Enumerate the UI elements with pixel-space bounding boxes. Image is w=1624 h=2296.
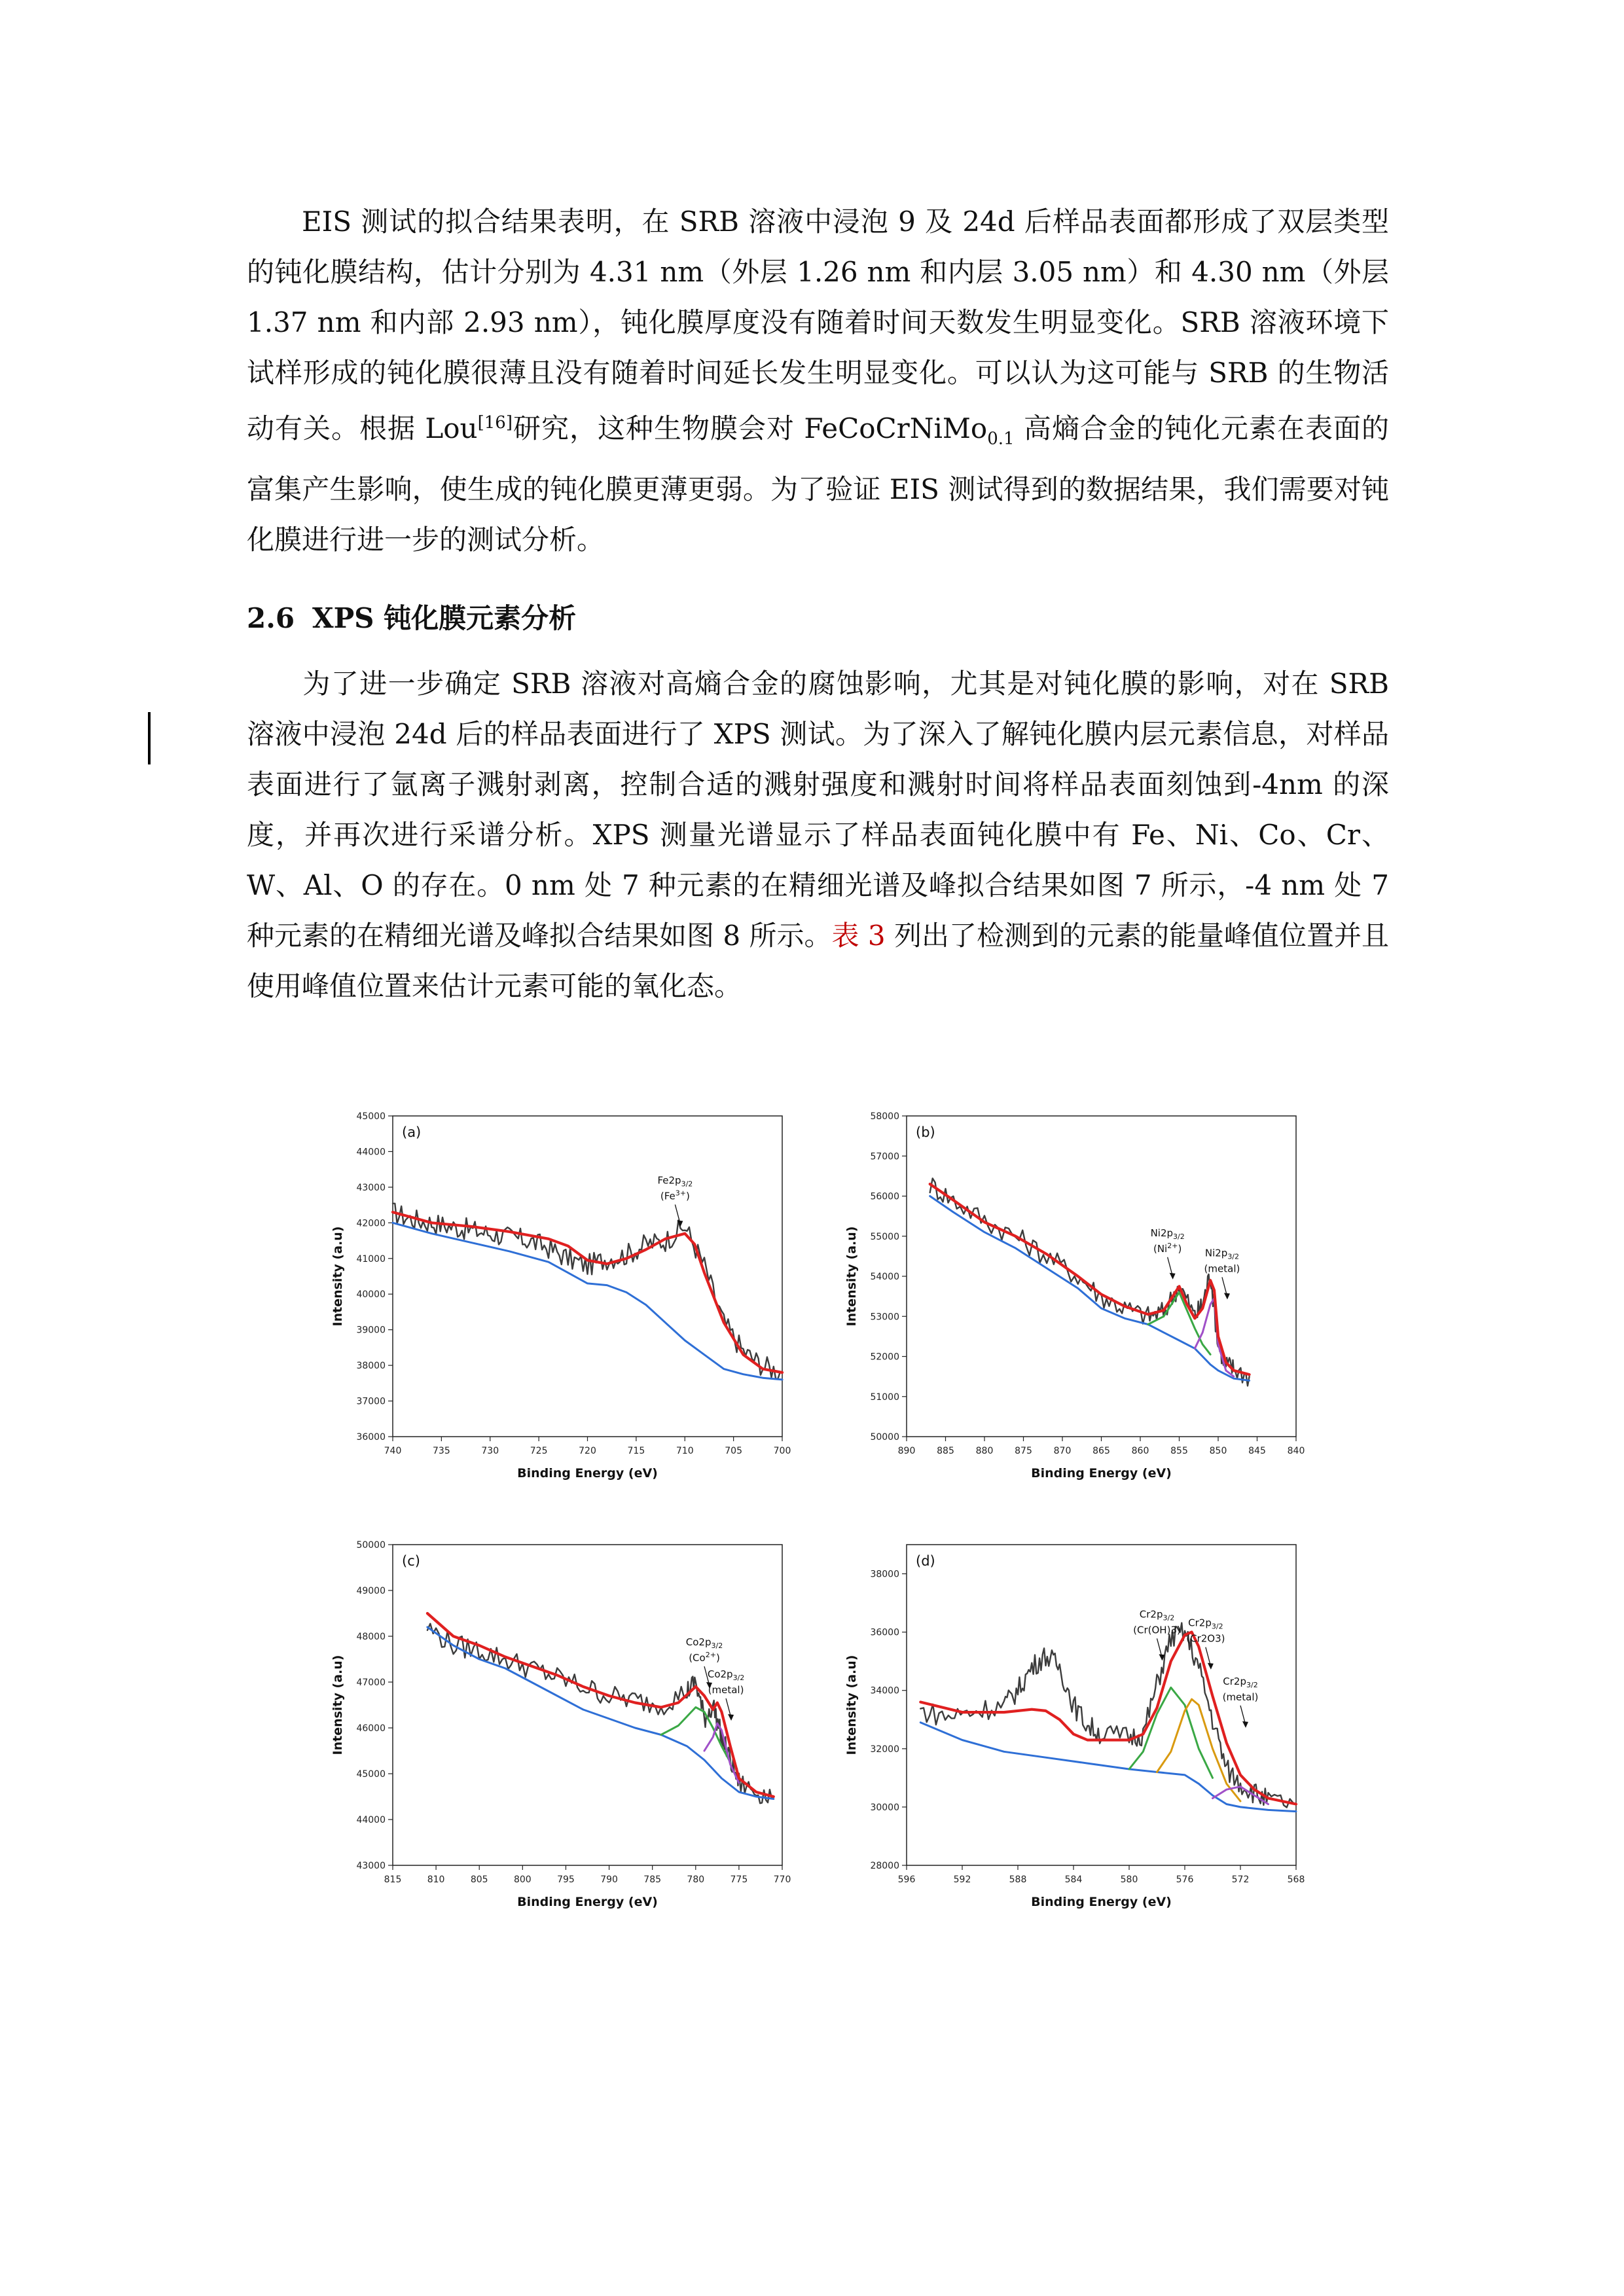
y-tick-label: 50000 [356,1540,386,1551]
y-tick-label: 43000 [356,1182,386,1193]
y-tick-label: 40000 [356,1289,386,1300]
annotation-species: (metal) [1222,1691,1259,1703]
x-tick-label: 810 [427,1874,445,1885]
y-tick-label: 58000 [870,1111,899,1122]
y-tick-label: 48000 [356,1632,386,1642]
y-tick-label: 56000 [870,1191,899,1202]
annotation-species: (Cr2O3) [1186,1632,1225,1645]
y-tick-label: 38000 [356,1361,386,1372]
x-tick-label: 568 [1287,1874,1305,1885]
x-tick-label: 880 [975,1446,994,1456]
x-tick-label: 705 [725,1446,742,1456]
y-tick-label: 30000 [870,1802,899,1813]
x-tick-label: 875 [1015,1446,1032,1456]
annotation-label: $Fe2p_{3/2}$ [657,1174,693,1189]
y-tick-label: 36000 [356,1432,386,1443]
y-tick-label: 55000 [870,1231,899,1242]
x-tick-label: 795 [557,1874,575,1885]
y-axis-label: Intensity (a.u) [331,1655,345,1755]
chart-panel-d [821,1532,1319,1918]
x-axis-label: Binding Energy (eV) [1031,1466,1172,1480]
y-tick-label: 44000 [356,1815,386,1825]
annotation-label: $Ni2p_{3/2}$ [1204,1247,1240,1261]
annotation-superscript: 2+ [1167,1241,1178,1250]
x-tick-label: 596 [897,1874,916,1885]
x-axis-label: Binding Energy (eV) [517,1466,658,1480]
annotation-label: $Cr2p_{3/2}$ [1223,1675,1258,1689]
chart-d-svg [821,1532,1319,1918]
annotation-subscript: 3/2 [1246,1680,1258,1689]
annotation-subscript: 3/2 [1173,1232,1185,1241]
annotation-superscript: 3+ [675,1189,686,1198]
annotation-label: $Cr2p_{3/2}$ [1139,1608,1175,1623]
plot-frame [393,1545,782,1865]
x-tick-label: 584 [1064,1874,1083,1885]
x-tick-label: 588 [1009,1874,1027,1885]
annotation-close: ) [715,1652,720,1664]
annotation-subscript: 3/2 [1211,1622,1223,1631]
x-tick-label: 865 [1092,1446,1110,1456]
x-tick-label: 730 [481,1446,499,1456]
paragraph-eis-results: EIS 测试的拟合结果表明，在 SRB 溶液中浸泡 9 及 24d 后样品表面都形成了双层类型的钝化膜结构，估计分别为 4.31 nm（外层 1.26 nm 和内层 3.05 nm）和 4.30 nm（外层 1.37 nm 和内部 2.93 nm），钝化膜厚度没有随着时间天数发生明显变化。SRB 溶液环境下试样形成的钝化膜很薄且没有随着时间延长发生明显变化。可以认为这可能与 SRB 的生物活动有关。根据 Lou[16]研究，这种生物膜会对 FeCoCrNiMo$_{0.1}$ 高熵合金的钝化元素在表面的富集产生影响，使生成的钝化膜更薄更弱。为了验证 EIS 测试得到的数据结果，我们需要对钝化膜进行进一步的测试分析。 [247,206,1389,556]
x-tick-label: 735 [433,1446,450,1456]
x-axis-label: Binding Energy (eV) [517,1895,658,1909]
panel-label: (b) [916,1124,935,1140]
x-tick-label: 790 [600,1874,618,1885]
y-tick-label: 57000 [870,1151,899,1162]
panel-label: (a) [402,1124,422,1140]
x-tick-label: 770 [773,1874,791,1885]
section-heading [247,597,576,636]
y-tick-label: 45000 [356,1111,386,1122]
panel-label: (d) [916,1553,935,1569]
y-tick-label: 32000 [870,1744,899,1755]
x-tick-label: 805 [470,1874,488,1885]
x-tick-label: 775 [730,1874,748,1885]
x-tick-label: 815 [384,1874,402,1885]
y-tick-label: 28000 [870,1861,899,1871]
x-tick-label: 700 [773,1446,791,1456]
chart-b-svg [821,1103,1319,1489]
x-tick-label: 870 [1053,1446,1072,1456]
section-title: XPS 钝化膜元素分析 [312,602,577,634]
y-axis-label: Intensity (a.u) [844,1655,859,1755]
annotation-subscript: 3/2 [732,1674,745,1682]
y-tick-label: 47000 [356,1677,386,1688]
annotation-subscript: 3/2 [681,1179,693,1189]
annotation-subscript: 3/2 [711,1641,723,1650]
x-tick-label: 850 [1209,1446,1227,1456]
table-3-link[interactable]: 表 3 [831,920,886,952]
y-tick-label: 45000 [356,1769,386,1780]
annotation-label: $Cr2p_{3/2}$ [1188,1617,1223,1631]
y-tick-label: 49000 [356,1586,386,1596]
plot-frame [907,1545,1296,1865]
x-tick-label: 845 [1248,1446,1266,1456]
annotation-species: $(Co^{2+})$ [689,1651,720,1664]
revision-change-bar [148,712,151,764]
y-tick-label: 38000 [870,1569,899,1580]
y-tick-label: 52000 [870,1352,899,1363]
citation-ref: [16] [477,413,513,433]
annotation-close: ) [686,1190,690,1202]
x-tick-label: 720 [579,1446,596,1456]
y-tick-label: 44000 [356,1147,386,1158]
annotation-close: ) [1178,1242,1182,1255]
y-axis-label: Intensity (a.u) [844,1226,859,1327]
annotation-species: $(Ni^{2+})$ [1153,1241,1182,1255]
subscript: 0.1 [987,429,1015,449]
panel-label: (c) [402,1553,420,1569]
y-tick-label: 37000 [356,1396,386,1407]
xps-figure [308,1103,1319,1931]
chart-panel-b [821,1103,1319,1489]
y-tick-label: 41000 [356,1253,386,1265]
annotation-subscript: 3/2 [1227,1252,1240,1261]
annotation-close: 2O3) [1200,1632,1225,1645]
annotation-label: $Co2p_{3/2}$ [707,1668,745,1682]
paragraph-xps-description: 为了进一步确定 SRB 溶液对高熵合金的腐蚀影响，尤其是对钝化膜的影响，对在 SRB 溶液中浸泡 24d 后的样品表面进行了 XPS 测试。为了深入了解钝化膜内层元素信息，对样品表面进行了氩离子溅射剥离，控制合适的溅射强度和溅射时间将样品表面刻蚀到-4nm 的深度，并再次进行采谱分析。XPS 测量光谱显示了样品表面钝化膜中有 Fe、Ni、Co、Cr、W、Al、O 的存在。0 nm 处 7 种元素的在精细光谱及峰拟合结果如图 7 所示，-4 nm 处 7 种元素的在精细光谱及峰拟合结果如图 8 所示。表 3 列出了检测到的元素的能量峰值位置并且使用峰值位置来估计元素可能的氧化态。 [247,668,1389,1002]
y-tick-label: 42000 [356,1218,386,1229]
x-tick-label: 885 [937,1446,954,1456]
y-tick-label: 50000 [870,1432,899,1443]
y-tick-label: 54000 [870,1272,899,1282]
annotation-species: (metal) [708,1684,744,1696]
x-tick-label: 725 [530,1446,548,1456]
x-tick-label: 572 [1231,1874,1250,1885]
y-tick-label: 34000 [870,1685,899,1696]
annotation-label: $Ni2p_{3/2}$ [1150,1227,1185,1241]
x-tick-label: 780 [687,1874,705,1885]
y-tick-label: 51000 [870,1391,899,1403]
chart-panel-c [308,1532,805,1918]
x-tick-label: 592 [953,1874,971,1885]
x-tick-label: 860 [1131,1446,1149,1456]
section-number: 2.6 [247,602,295,634]
x-tick-label: 890 [897,1446,916,1456]
y-tick-label: 39000 [356,1325,386,1336]
annotation-species: (metal) [1204,1263,1240,1275]
x-tick-label: 785 [643,1874,662,1885]
annotation-species: (Cr(OH)3) [1133,1624,1181,1636]
x-tick-label: 740 [384,1446,402,1456]
x-tick-label: 855 [1170,1446,1188,1456]
y-tick-label: 43000 [356,1861,386,1871]
plot-frame [393,1116,782,1437]
chart-c-svg [308,1532,805,1918]
x-tick-label: 715 [627,1446,645,1456]
y-tick-label: 53000 [870,1312,899,1323]
x-tick-label: 580 [1120,1874,1138,1885]
annotation-superscript: 2+ [705,1651,716,1659]
x-tick-label: 710 [676,1446,694,1456]
plot-frame [907,1116,1296,1437]
y-tick-label: 36000 [870,1627,899,1638]
y-axis-label: Intensity (a.u) [331,1226,345,1327]
x-tick-label: 800 [513,1874,532,1885]
annotation-species: $(Fe^{3+})$ [660,1189,690,1202]
chart-a-svg [308,1103,805,1489]
annotation-close: 3) [1170,1624,1181,1636]
annotation-subscript: 3/2 [1163,1613,1175,1623]
y-tick-label: 46000 [356,1723,386,1734]
chart-panel-a [308,1103,805,1489]
x-tick-label: 576 [1176,1874,1194,1885]
annotation-label: $Co2p_{3/2}$ [685,1636,723,1650]
x-axis-label: Binding Energy (eV) [1031,1895,1172,1909]
x-tick-label: 840 [1287,1446,1305,1456]
